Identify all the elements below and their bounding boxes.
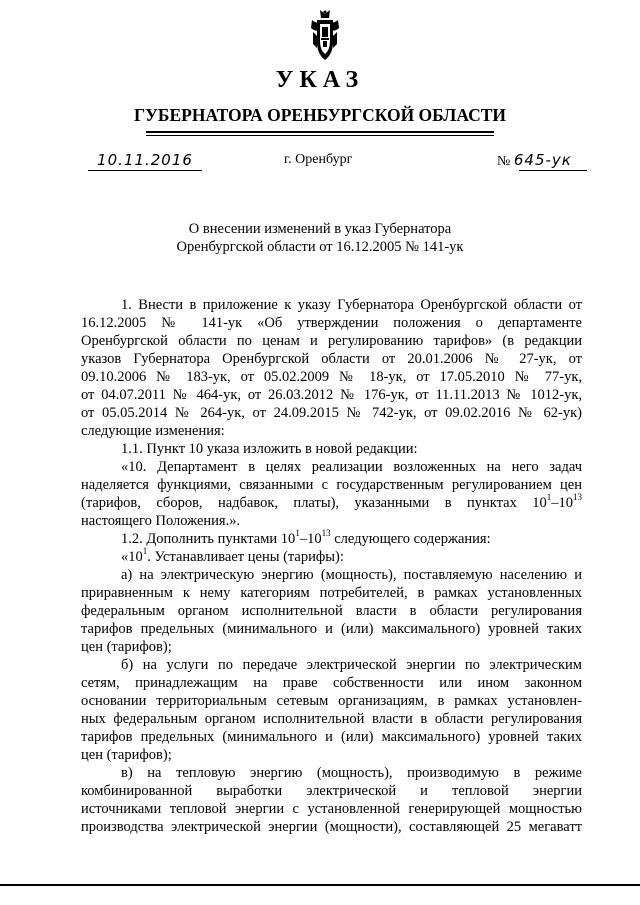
body-line: 16.12.2005 № 141-ук «Об утверждении положения о департаменте [81, 315, 582, 331]
body-line: источниками тепловой энергии с установленной генерирующей мощностью [81, 801, 582, 817]
document-subtitle: ГУБЕРНАТОРА ОРЕНБУРГСКОЙ ОБЛАСТИ [133, 105, 507, 125]
date-underline [88, 170, 202, 171]
body-line: ных федеральным органом исполнительной власти в области регулирования [81, 711, 582, 727]
body-line: производства электрической энергии (мощности), составляющей 25 мегаватт [81, 819, 582, 835]
body-line: от 05.05.2014 № 264-ук, от 24.09.2015 № 742-ук, от 09.02.2016 № 62-ук) [81, 405, 582, 421]
body-line: указов Губернатора Оренбургской области от 20.01.2006 № 27-ук, от [81, 351, 582, 367]
body-line: тарифов предельных (минимального и (или) максимального) уровней таких [81, 729, 582, 745]
document-subject [150, 220, 490, 256]
body-line: цен (тарифов); [81, 639, 172, 655]
header-rule-thick [146, 131, 494, 133]
body-line: в) на тепловую энергию (мощность), производимую в режиме [121, 765, 582, 781]
body-line: федеральным органом исполнительной власти в области регулирования [81, 603, 582, 619]
body-line: наделяется функциями, связанными с государственным регулированием цен [81, 477, 582, 493]
document-date-field [88, 151, 202, 169]
body-line: 1.2. Дополнить пунктами $10^1-10^{13}$ следующего содержания: [121, 528, 491, 547]
body-line: сетям, принадлежащим на праве собственности или ином законном [81, 675, 582, 691]
body-line: приравненным к нему категориям потребителей, в рамках установленных [81, 585, 582, 601]
document-number: 645-ук [513, 151, 572, 169]
body-line: цен (тарифов); [81, 747, 172, 763]
body-line: 1.1. Пункт 10 указа изложить в новой редакции: [121, 441, 418, 457]
body-line: б) на услуги по передаче электрической энергии по электрическим [121, 657, 582, 673]
document-title: УКАЗ [275, 67, 365, 93]
coat-of-arms-icon [308, 8, 342, 64]
body-line: следующие изменения: [81, 423, 225, 439]
body-line: а) на электрическую энергию (мощность), поставляемую населению и [121, 567, 582, 583]
body-line: «10. Департамент в целях реализации возложенных на него задач [121, 459, 582, 475]
page-bottom-rule [0, 884, 640, 886]
number-underline [519, 170, 587, 171]
body-line: настоящего Положения.». [81, 513, 241, 529]
body-line: (тарифов, сборов, надбавок, платы), указанными в пунктах $10^1-10^{13}$ [81, 492, 582, 511]
document-number-field [497, 151, 587, 171]
document-body [81, 296, 582, 836]
body-line: 1. Внести в приложение к указу Губернатора Оренбургской области от [121, 297, 582, 313]
body-line: от 04.07.2011 № 464-ук, от 26.03.2012 № 176-ук, от 11.11.2013 № 1012-ук, [81, 387, 582, 403]
body-line: 09.10.2006 № 183-ук, от 05.02.2009 № 18-ук, от 17.05.2010 № 77-ук, [81, 369, 582, 385]
body-line: тарифов предельных (минимального и (или) максимального) уровней таких [81, 621, 582, 637]
document-date: 10.11.2016 [97, 151, 193, 169]
body-line: комбинированной выработки электрической и тепловой энергии [81, 783, 582, 799]
document-city: г. Оренбург [284, 152, 353, 167]
body-line: Оренбургской области по ценам и регулированию тарифов» (в редакции [81, 333, 582, 349]
subject-line: Оренбургской области от 16.12.2005 № 141-ук [176, 239, 464, 255]
body-line: «$10^1$. Устанавливает цены (тарифы): [121, 546, 344, 565]
header-rule-thin [146, 135, 494, 136]
subject-line: О внесении изменений в указ Губернатора [188, 221, 452, 237]
body-line: основании территориальным сетевым организациям, в рамках установлен- [81, 693, 582, 709]
number-sign: № [497, 154, 511, 169]
